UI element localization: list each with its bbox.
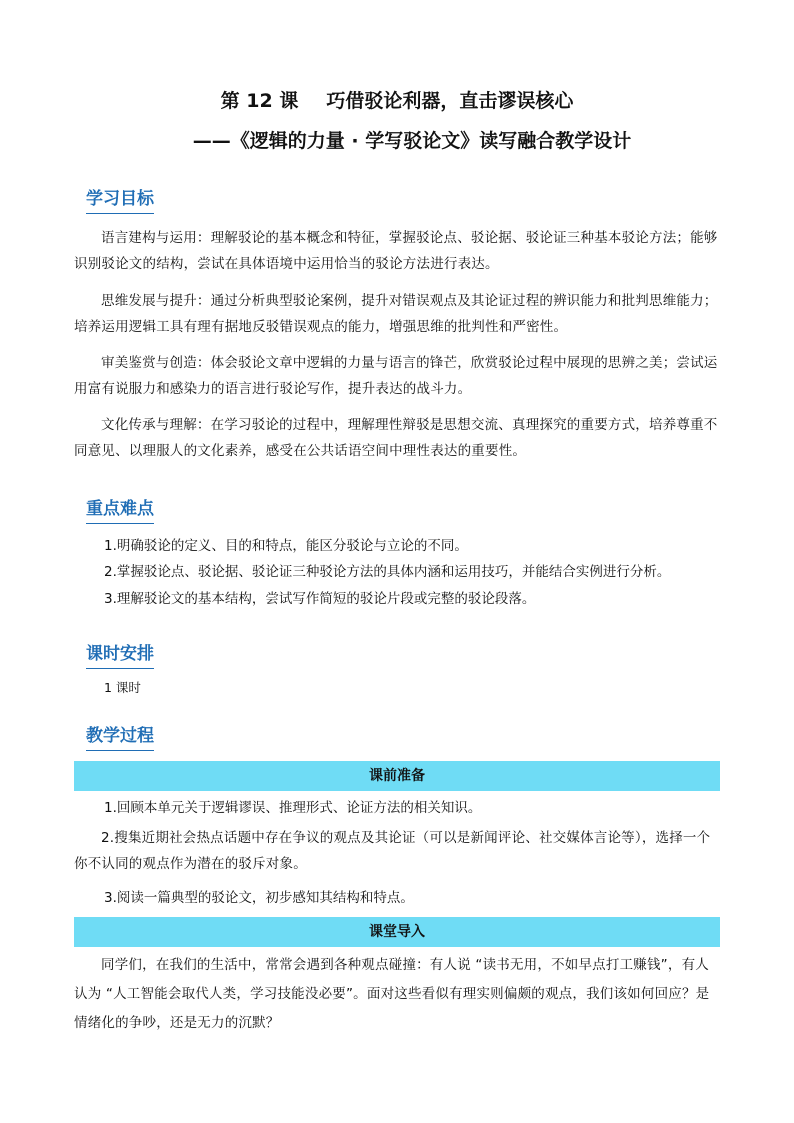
key-point-item: 2.掌握驳论点、驳论据、驳论证三种驳论方法的具体内涵和运用技巧，并能结合实例进行分析。 (104, 564, 671, 580)
key-point-item: 3.理解驳论文的基本结构，尝试写作简短的驳论片段或完整的驳论段落。 (104, 591, 536, 607)
section-heading-schedule: 课时安排 (86, 639, 154, 669)
prep-section-bar: 课前准备 (74, 761, 720, 791)
prep-item: 2.搜集近期社会热点话题中存在争议的观点及其论证（可以是新闻评论、社交媒体言论等），选择一个你不认同的观点作为潜在的驳斥对象。 (74, 830, 711, 872)
prep-item: 1.回顾本单元关于逻辑谬误、推理形式、论证方法的相关知识。 (104, 800, 482, 816)
lesson-number: 第 12 课 (220, 90, 299, 112)
lesson-title (0, 86, 794, 113)
key-point-item: 1.明确驳论的定义、目的和特点，能区分驳论与立论的不同。 (104, 538, 468, 554)
intro-section-bar: 课堂导入 (74, 917, 720, 947)
objective-paragraph: 思维发展与提升：通过分析典型驳论案例，提升对错误观点及其论证过程的辨识能力和批判思维能力；培养运用逻辑工具有理有据地反驳错误观点的能力，增强思维的批判性和严密性。 (74, 293, 718, 335)
schedule-value: 1 课时 (104, 680, 141, 695)
objective-paragraph: 审美鉴赏与创造：体会驳论文章中逻辑的力量与语言的锋芒，欣赏驳论过程中展现的思辨之美；尝试运用富有说服力和感染力的语言进行驳论写作，提升表达的战斗力。 (74, 355, 718, 397)
lesson-subtitle: ——《逻辑的力量 · 学写驳论文》读写融合教学设计 (192, 130, 632, 152)
section-heading-process: 教学过程 (86, 721, 154, 751)
intro-paragraph: 同学们，在我们的生活中，常常会遇到各种观点碰撞：有人说 “读书无用，不如早点打工赚钱”，有人认为 “人工智能会取代人类，学习技能没必要”。面对这些看似有理实则偏颇的观点，我们该如何回应？是情绪化的争吵，还是无力的沉默？ (74, 957, 710, 1031)
lesson-main-title: 巧借驳论利器，直击谬误核心 (326, 90, 574, 112)
section-heading-objectives: 学习目标 (86, 184, 154, 214)
objective-paragraph: 语言建构与运用：理解驳论的基本概念和特征，掌握驳论点、驳论据、驳论证三种基本驳论方法；能够识别驳论文的结构，尝试在具体语境中运用恰当的驳论方法进行表达。 (74, 230, 718, 272)
prep-item: 3.阅读一篇典型的驳论文，初步感知其结构和特点。 (104, 890, 414, 906)
objective-paragraph: 文化传承与理解：在学习驳论的过程中，理解理性辩驳是思想交流、真理探究的重要方式，培养尊重不同意见、以理服人的文化素养，感受在公共话语空间中理性表达的重要性。 (74, 417, 718, 459)
section-heading-key-points: 重点难点 (86, 494, 154, 524)
